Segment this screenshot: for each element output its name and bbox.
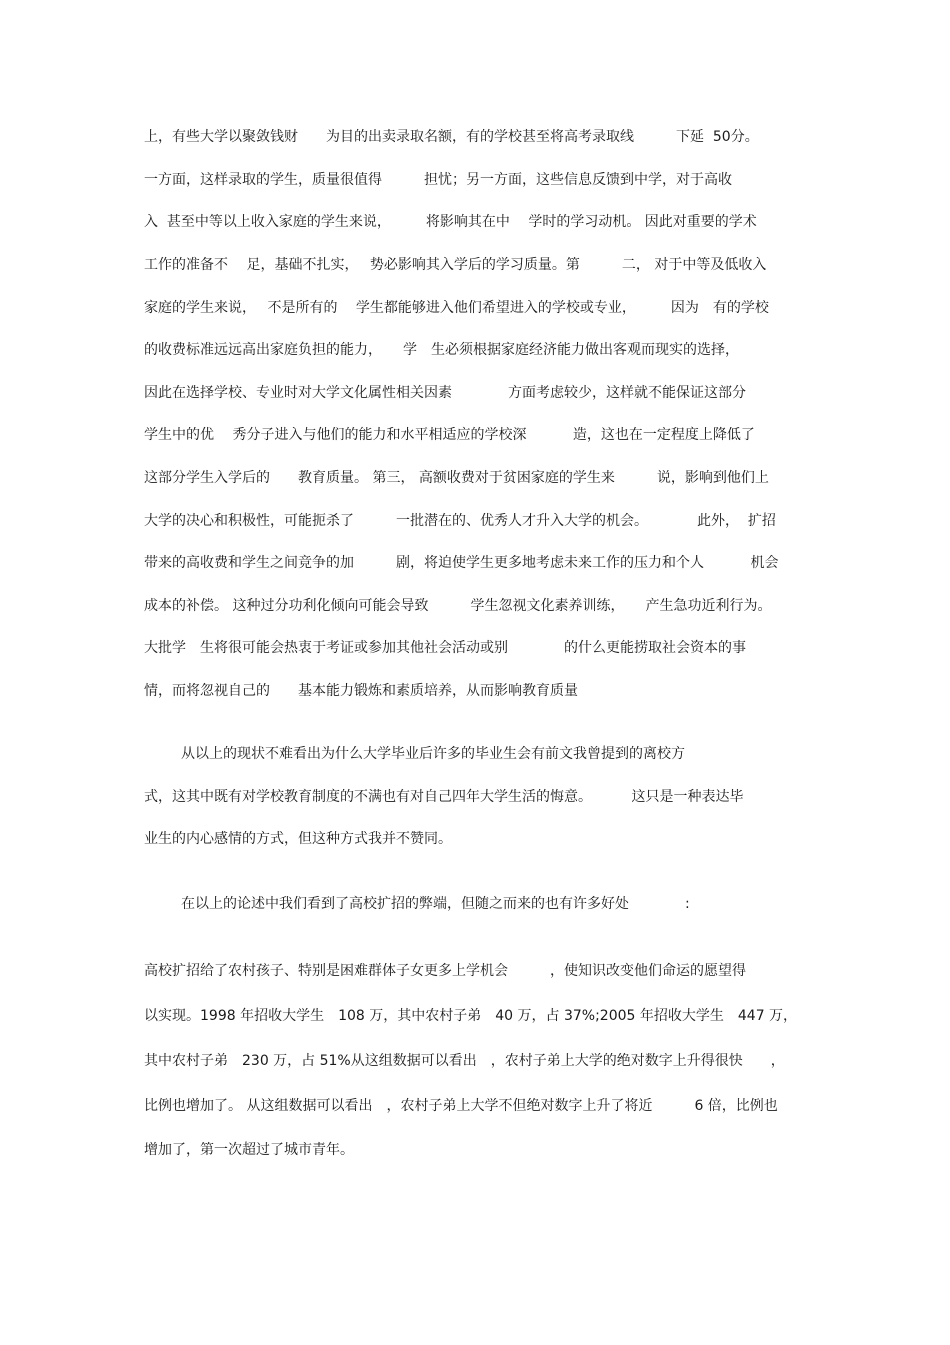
paragraph-line: 高校扩招给了农村孩子、特别是困难群体子女更多上学机会 ，使知识改变他们命运的愿望得 xyxy=(144,963,746,979)
paragraph-line: 因此在选择学校、专业时对大学文化属性相关因素 方面考虑较少，这样就不能保证这部分 xyxy=(144,385,746,401)
paragraph-line: 一方面，这样录取的学生，质量很值得 担忧；另一方面，这些信息反馈到中学，对于高收 xyxy=(144,172,732,188)
paragraph-line: 以实现。1998 年招收大学生 108 万，其中农村子弟 40 万，占 37%;2005 年招收大学生 447 万， xyxy=(144,1008,798,1024)
paragraph-line: 工作的准备不 足，基础不扎实， 势必影响其入学后的学习质量。第 二， 对于中等及低收入 xyxy=(144,257,767,273)
paragraph-line: 大学的决心和积极性，可能扼杀了 一批潜在的、优秀人才升入大学的机会。 此外， 扩招 xyxy=(144,513,776,529)
paragraph-line: 增加了，第一次超过了城市青年。 xyxy=(144,1142,354,1158)
paragraph-line: 这部分学生入学后的 教育质量。 第三， 高额收费对于贫困家庭的学生来 说，影响到他们上 xyxy=(144,470,769,486)
paragraph-line: 入 甚至中等以上收入家庭的学生来说， 将影响其在中 学时的学习动机。 因此对重要的学术 xyxy=(144,214,757,230)
paragraph-line: 在以上的论述中我们看到了高校扩招的弊端，但随之而来的也有许多好处 : xyxy=(181,896,690,912)
paragraph-line: 式，这其中既有对学校教育制度的不满也有对自己四年大学生活的悔意。 这只是一种表达毕 xyxy=(144,789,744,805)
paragraph-line: 情，而将忽视自己的 基本能力锻炼和素质培养，从而影响教育质量 xyxy=(144,683,578,699)
paragraph-line: 学生中的优 秀分子进入与他们的能力和水平相适应的学校深 造，这也在一定程度上降低了 xyxy=(144,427,755,443)
paragraph-line: 其中农村子弟 230 万，占 51%从这组数据可以看出 ，农村子弟上大学的绝对数字上升得很快 ， xyxy=(144,1053,785,1069)
paragraph-line: 带来的高收费和学生之间竞争的加 剧，将迫使学生更多地考虑未来工作的压力和个人 机会 xyxy=(144,555,779,571)
paragraph-line: 业生的内心感情的方式，但这种方式我并不赞同。 xyxy=(144,831,452,847)
paragraph-line: 家庭的学生来说， 不是所有的 学生都能够进入他们希望进入的学校或专业， 因为 有的学校 xyxy=(144,300,769,316)
paragraph-line: 成本的补偿。 这种过分功利化倾向可能会导致 学生忽视文化素养训练， 产生急功近利行为。 xyxy=(144,598,772,614)
paragraph-line: 的收费标准远远高出家庭负担的能力， 学 生必须根据家庭经济能力做出客观而现实的选择， xyxy=(144,342,739,358)
paragraph-line: 大批学 生将很可能会热衷于考证或参加其他社会活动或别 的什么更能捞取社会资本的事 xyxy=(144,640,746,656)
paragraph-line: 比例也增加了。 从这组数据可以看出 ，农村子弟上大学不但绝对数字上升了将近 6 倍，比例也 xyxy=(144,1098,778,1114)
paragraph-line: 从以上的现状不难看出为什么大学毕业后许多的毕业生会有前文我曾提到的离校方 xyxy=(181,746,685,762)
paragraph-line: 上，有些大学以聚敛钱财 为目的出卖录取名额，有的学校甚至将高考录取线 下延 50分。 xyxy=(144,129,759,145)
